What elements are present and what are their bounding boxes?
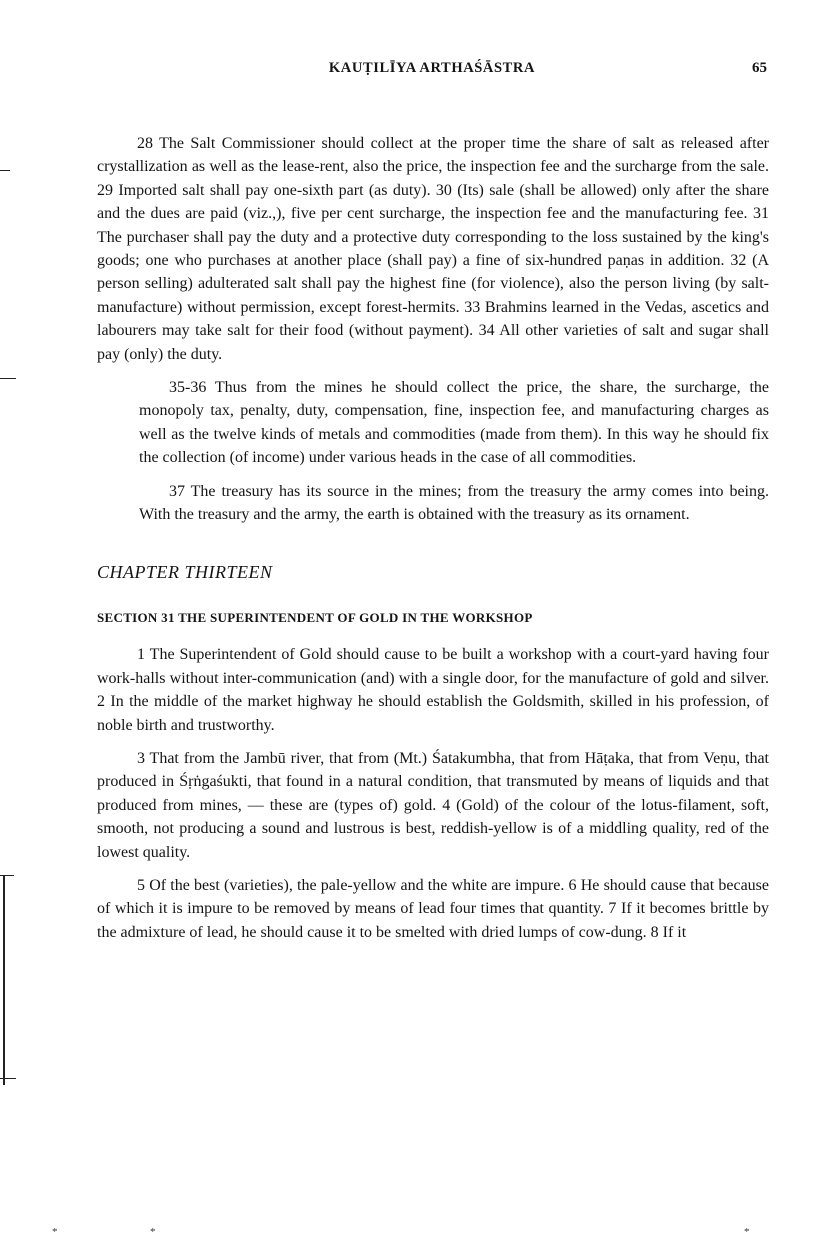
chapter-heading: CHAPTER THIRTEEN [97, 561, 273, 582]
page-body [97, 132, 769, 954]
gutter-tick [0, 378, 16, 379]
footer-mark-middle: * [150, 1226, 156, 1238]
page-header [97, 60, 767, 84]
gutter-tick [0, 170, 10, 171]
paragraph-salt-commissioner: 28 The Salt Commissioner should collect at the proper time the share of salt as released after crystallization as well as the lease-rent, also the price, the inspection fee and the surcharge from the sale. 29 Imported salt shall pay one-sixth part (as duty). 30 (Its) sale (shall be allowed) only after the share and the dues are paid (viz.,), five per cent surcharge, the inspection fee and the manufacturing fee. 31 The purchaser shall pay the duty and a protective duty corresponding to the loss sustained by the king's goods; one who purchases at another place (shall pay) a fine of six-hundred paṇas in addition. 32 (A person selling) adulterated salt shall pay the highest fine (for violence), also the person living (by salt-manufacture) without permission, except forest-hermits. 33 Brahmins learned in the Vedas, ascetics and labourers may take salt for their food (without payment). 34 All other varieties of salt and sugar shall pay (only) the duty. [97, 135, 769, 363]
gutter-binding-line [3, 875, 5, 1085]
paragraph-workshop: 1 The Superintendent of Gold should cause to be built a workshop with a court-yard having four work-halls without inter-communication (and) with a single door, for the manufacture of gold and silver. 2 In the middle of the market highway he should establish the Goldsmith, skilled in his profession, of noble birth and trustworthy. [97, 646, 769, 734]
paragraph-types-of-gold: 3 That from the Jambū river, that from (Mt.) Śatakumbha, that from Hāṭaka, that from Veṇu, that produced in Śṛṅgaśukti, that found in a natural condition, that transmuted by means of liquids and that produced from mines, — these are (types of) gold. 4 (Gold) of the colour of the lotus-filament, soft, smooth, not producing a sound and lustrous is best, reddish-yellow is of a middling quality, red of the lowest quality. [97, 749, 769, 861]
page-number: 65 [752, 60, 767, 76]
footer-mark-right: * [744, 1226, 750, 1238]
paragraph-mine-collection: 35-36 Thus from the mines he should collect the price, the share, the surcharge, the monopoly tax, penalty, duty, compensation, fine, inspection fee, and manufacturing charges as well as the twelve kinds of metals and commodities (made from them). In this way he should fix the collection (of income) under various heads in the case of all commodities. [139, 379, 769, 467]
paragraph-treasury: 37 The treasury has its source in the mines; from the treasury the army comes into being. With the treasury and the army, the earth is obtained with the treasury as its ornament. [139, 482, 769, 524]
section-heading: SECTION 31 THE SUPERINTENDENT OF GOLD IN THE WORKSHOP [97, 609, 533, 625]
paragraph-impure-gold: 5 Of the best (varieties), the pale-yellow and the white are impure. 6 He should cause that because of which it is impure to be removed by means of lead four times that quantity. 7 If it becomes brittle by the admixture of lead, he should cause it to be smelted with dried lumps of cow-dung. 8 If it [97, 876, 769, 941]
running-title: KAUṬILĪYA ARTHAŚĀSTRA [328, 60, 536, 76]
footer-mark-left: * [52, 1226, 58, 1238]
